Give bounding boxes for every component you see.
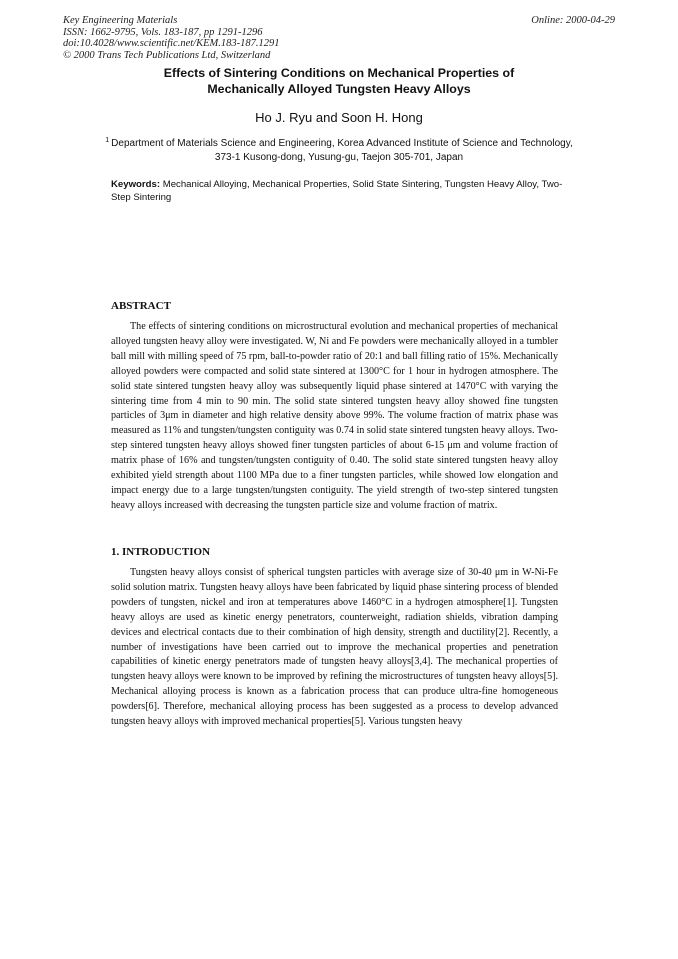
abstract-heading: ABSTRACT — [111, 300, 171, 312]
affiliation — [100, 134, 578, 164]
keywords — [111, 179, 569, 204]
keywords-label: Keywords: — [111, 179, 161, 190]
paper-title — [60, 66, 618, 97]
introduction-text: Tungsten heavy alloys consist of spherical tungsten particles with average size of 30-40 μm in W-Ni-Fe solid solution matrix. Tungsten heavy alloys have been fabricated by liquid phase sintering process of blended powders of tungsten, nickel and iron at temperatures above 1460°C in a hydrogen atmosphere[1]. Tungsten heavy alloys are used as kinetic energy penetrators, counterweight, radiation shields, vibration damping devices and electrical contacts due to their combination of high density, strength and ductility[2]. Recently, a number of investigations have been carried out to improve the mechanical properties and penetration capabilities of kinetic energy penetrators made of tungsten heavy alloys[3,4]. The mechanical properties of tungsten heavy alloys were known to be improved by refining the microstructures of tungsten heavy alloys[5]. Mechanical alloying process is known as a fabrication process that can produce ultra-fine homogeneous powders[6]. Therefore, mechanical alloying process has been suggested as a process to develop advanced tungsten heavy alloys with improved mechanical properties[5]. Various tungsten heavy — [111, 567, 558, 728]
journal-header — [63, 15, 280, 61]
keywords-text: Mechanical Alloying, Mechanical Properties, Solid State Sintering, Tungsten Heavy Alloy, Two-Step Sintering — [111, 179, 563, 203]
affiliation-mark: 1 — [105, 137, 110, 144]
authors: Ho J. Ryu and Soon H. Hong — [255, 110, 423, 125]
copyright-line: © 2000 Trans Tech Publications Ltd, Switzerland — [63, 49, 271, 61]
introduction-heading: 1. INTRODUCTION — [111, 546, 211, 558]
online-date: Online: 2000-04-29 — [531, 15, 615, 26]
journal-name: Key Engineering Materials — [63, 15, 178, 26]
abstract-text: The effects of sintering conditions on microstructural evolution and mechanical properties of mechanical alloyed tungsten heavy alloy were investigated. W, Ni and Fe powders were mechanically alloyed in a tumbler ball mill with milling speed of 75 rpm, ball-to-powder ratio of 20:1 and ball filling ratio of 15%. Mechanically alloyed powders were compacted and solid state sintered at 1300°C for 1 hour in hydrogen atmosphere. The solid state sintered tungsten heavy alloy was subsequently liquid phase sintered at 1470°C with varying the sintering time from 4 min to 90 min. The solid state sintered tungsten heavy alloy showed fine tungsten particles of 3μm in diameter and high relative density above 99%. The volume fraction of matrix phase was measured as 11% and tungsten/tungsten contiguity was 0.74 in solid state sintered tungsten heavy alloys. Two-step sintered tungsten heavy alloys showed finer tungsten particles of about 6-15 μm and volume fraction of matrix phase of 16% and tungsten/tungsten contiguity of 0.40. The solid state sintered tungsten heavy alloy exhibited yield strength about 1100 MPa due to a finer tungsten particles, while showed low elongation and impact energy due to a large tungsten/tungsten contiguity. The yield strength of two-step sintered tungsten heavy alloys increased with decreasing the tungsten particle size and volume fraction of matrix. — [111, 321, 558, 511]
title-line-2: Mechanically Alloyed Tungsten Heavy Alloys — [207, 81, 471, 96]
doi-line[interactable]: doi:10.4028/www.scientific.net/KEM.183-187.1291 — [63, 38, 280, 50]
affiliation-text: Department of Materials Science and Engineering, Korea Advanced Institute of Science and Technology, 373-1 Kusong-dong, Yusung-gu, Taejon 305-701, Japan — [111, 138, 573, 163]
issn-line: ISSN: 1662-9795, Vols. 183-187, pp 1291-1296 — [63, 26, 263, 38]
title-line-1: Effects of Sintering Conditions on Mechanical Properties of — [163, 66, 515, 80]
